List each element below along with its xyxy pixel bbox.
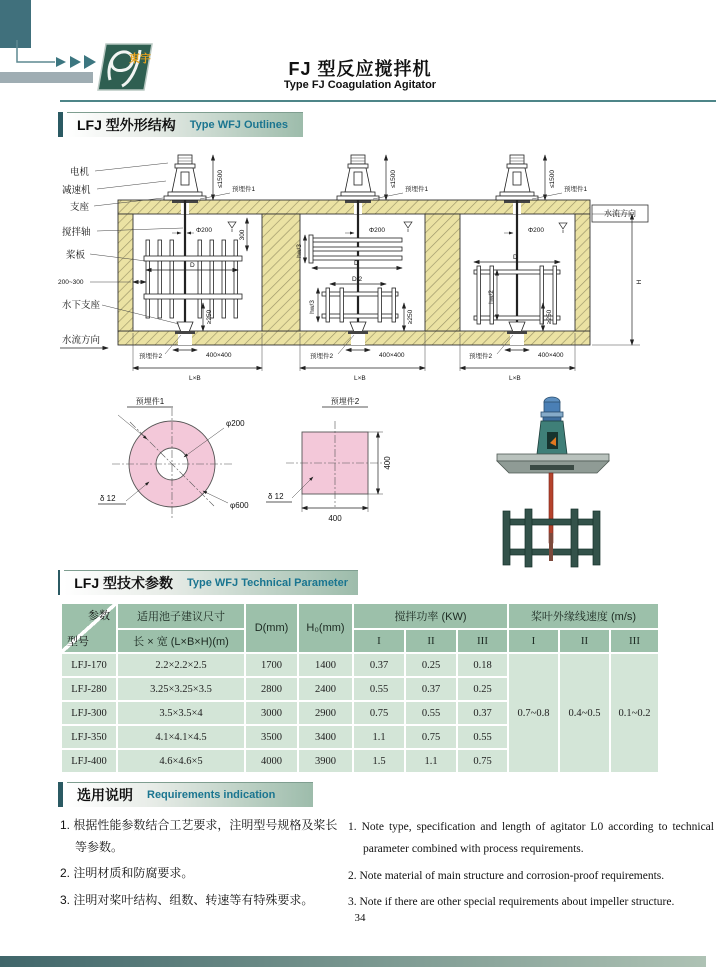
detail1-title: 预埋件1 (135, 397, 165, 406)
parameter-table (60, 602, 660, 774)
cell-power-3: 0.18 (458, 654, 507, 676)
dim-D: D (513, 254, 518, 261)
dim-phi200: Φ200 (369, 227, 386, 234)
detail-drawings (0, 393, 720, 570)
dim-400x400: 400×400 (206, 352, 232, 359)
section-outlines-header (58, 112, 303, 137)
cell-power-2: 0.25 (406, 654, 456, 676)
footer-bar (0, 956, 706, 967)
cell-model: LFJ-280 (62, 678, 116, 700)
dim-delta12: δ 12 (100, 494, 116, 503)
cell-power-3: 0.25 (458, 678, 507, 700)
note-item: 2. 注明材质和防腐要求。 (60, 866, 194, 881)
col-header-gear-2: II (406, 630, 456, 652)
section-title-en: Type WFJ Technical Parameter (187, 577, 348, 589)
label-reducer: 减速机 (62, 185, 91, 196)
cell-h0: 3900 (299, 750, 352, 772)
agitator-unit (144, 155, 242, 345)
section-title-zh: LFJ 型技术参数 (74, 575, 174, 591)
agitator-unit (309, 155, 402, 345)
agitator-render (497, 397, 609, 567)
col-header-gear-1: I (509, 630, 558, 652)
col-header-h0: H₀(mm) (299, 604, 352, 652)
note-item: 2. Note material of main structure and corrosion-proof requirements. (348, 869, 665, 882)
section-requirements-header (58, 782, 313, 807)
dim-400x400: 400×400 (379, 352, 405, 359)
label-support: 支座 (70, 202, 90, 213)
page-number: 34 (354, 912, 366, 924)
col-header-d: D(mm) (246, 604, 297, 652)
cell-power-2: 0.75 (406, 726, 456, 748)
cell-power-3: 0.55 (458, 726, 507, 748)
cell-size: 3.5×3.5×4 (118, 702, 244, 724)
section-accent-bar (58, 570, 60, 595)
label-flow-direction: 水流方向 (62, 335, 101, 346)
cell-power-2: 0.55 (406, 702, 456, 724)
tank-wall (262, 214, 300, 331)
label-embed1: 预埋件1 (232, 186, 256, 193)
cell-size: 4.6×4.6×5 (118, 750, 244, 772)
dim-LxB: L×B (354, 375, 366, 382)
label-paddle: 桨板 (66, 250, 86, 261)
dim-phi200: Φ200 (196, 227, 213, 234)
col-header-power: 搅拌功率 (KW) (354, 604, 507, 628)
tank-wall (575, 214, 590, 331)
cell-power-2: 1.1 (406, 750, 456, 772)
dim-hw3: hw/3 (309, 300, 316, 314)
cell-speed-3: 0.1~0.2 (611, 654, 658, 772)
section-parameters-header (58, 570, 358, 595)
label-embed2: 预埋件2 (469, 353, 493, 360)
cell-h0: 1400 (299, 654, 352, 676)
label-embed2: 预埋件2 (139, 353, 163, 360)
dim-1500: ≤1500 (549, 169, 556, 189)
tank-wall (425, 214, 460, 331)
dim-1500: ≤1500 (217, 169, 224, 189)
dim-LxB: L×B (189, 375, 201, 382)
page-subtitle: Type FJ Coagulation Agitator (283, 79, 437, 91)
note-item: 3. 注明对桨叶结构、组数、转速等有特殊要求。 (60, 892, 314, 907)
dim-H: H (636, 279, 643, 285)
corner-label-parameter: 参数 (88, 610, 110, 622)
note-item: 1. Note type, specification and length of agitator L0 according to technical parameter combined with process requirements. (348, 821, 714, 856)
cell-model: LFJ-350 (62, 726, 116, 748)
dim-hw3: hw/3 (296, 244, 303, 258)
cell-power-1: 1.5 (354, 750, 404, 772)
dim-300: 300 (239, 229, 246, 241)
cell-power-1: 0.37 (354, 654, 404, 676)
col-header-gear-3: III (458, 630, 507, 652)
cell-d: 4000 (246, 750, 297, 772)
label-shaft: 搅拌轴 (62, 227, 91, 238)
outline-drawing (0, 143, 720, 393)
cell-d: 1700 (246, 654, 297, 676)
cell-d: 2800 (246, 678, 297, 700)
section-title-zh: LFJ 型外形结构 (77, 117, 176, 133)
dim-250: ≥250 (546, 309, 553, 325)
cell-d: 3500 (246, 726, 297, 748)
cell-power-1: 0.75 (354, 702, 404, 724)
cell-size: 4.1×4.1×4.5 (118, 726, 244, 748)
col-header-gear-3: III (611, 630, 658, 652)
logo-name-char: 東宇 (129, 53, 151, 65)
header-rule (60, 100, 716, 102)
col-header-size: 适用池子建议尺寸 (118, 604, 244, 628)
col-header-gear-2: II (560, 630, 609, 652)
cell-h0: 3400 (299, 726, 352, 748)
cell-power-3: 0.37 (458, 702, 507, 724)
col-header-speed: 桨叶外缘线速度 (m/s) (509, 604, 658, 628)
cell-power-3: 0.75 (458, 750, 507, 772)
dim-phi200: φ200 (226, 419, 245, 428)
dim-250: ≥250 (206, 309, 213, 325)
col-header-size-sub: 长 × 宽 (L×B×H)(m) (118, 630, 244, 652)
section-title-zh: 选用说明 (77, 787, 133, 803)
section-accent-bar (58, 782, 63, 807)
note-item: 3. Note if there are other special requirements about impeller structure. (348, 896, 675, 909)
label-embed1: 预埋件1 (405, 186, 429, 193)
label-embed2: 预埋件2 (310, 353, 334, 360)
label-flow-direction: 水流方向 (604, 209, 636, 218)
dim-D2: D/2 (352, 276, 363, 283)
dim-LxB: L×B (509, 375, 521, 382)
corner-label-model: 型号 (67, 636, 89, 648)
table-row (62, 654, 658, 676)
cell-speed-1: 0.7~0.8 (509, 654, 558, 772)
note-item: 1. 根据性能参数结合工艺要求，注明型号规格及桨长等参数。 (60, 818, 338, 855)
dim-phi200: Φ200 (528, 227, 545, 234)
cell-d: 3000 (246, 702, 297, 724)
cell-h0: 2400 (299, 678, 352, 700)
dim-hw2: hw/2 (488, 290, 495, 304)
cell-model: LFJ-170 (62, 654, 116, 676)
cell-power-2: 0.37 (406, 678, 456, 700)
cell-size: 3.25×3.25×3.5 (118, 678, 244, 700)
dim-400x400: 400×400 (538, 352, 564, 359)
label-underwater-support: 水下支座 (62, 300, 101, 311)
dim-D: D (354, 260, 359, 267)
label-range: 200~300 (58, 279, 84, 286)
dim-400: 400 (328, 514, 342, 523)
cell-power-1: 1.1 (354, 726, 404, 748)
notes-english (348, 816, 714, 918)
cell-speed-2: 0.4~0.5 (560, 654, 609, 772)
dim-250: ≥250 (407, 309, 414, 325)
dim-delta12: δ 12 (268, 492, 284, 501)
section-title-en: Type WFJ Outlines (189, 119, 288, 131)
dim-D: D (190, 262, 195, 269)
dim-400: 400 (383, 456, 392, 470)
cell-size: 2.2×2.2×2.5 (118, 654, 244, 676)
col-header-gear-1: I (354, 630, 404, 652)
cell-model: LFJ-400 (62, 750, 116, 772)
detail2-title: 预埋件2 (330, 397, 360, 406)
cell-power-1: 0.55 (354, 678, 404, 700)
label-embed1: 预埋件1 (564, 186, 588, 193)
section-title-en: Requirements indication (147, 789, 276, 801)
table-corner-cell (62, 604, 116, 652)
cell-h0: 2900 (299, 702, 352, 724)
notes-chinese (60, 814, 342, 915)
tank-wall (118, 214, 133, 331)
dim-phi600: φ600 (230, 501, 249, 510)
page-title: FJ 型反应搅拌机 (288, 59, 432, 79)
dim-1500: ≤1500 (390, 169, 397, 189)
label-motor: 电机 (70, 167, 90, 178)
cell-model: LFJ-300 (62, 702, 116, 724)
section-accent-bar (58, 112, 63, 137)
